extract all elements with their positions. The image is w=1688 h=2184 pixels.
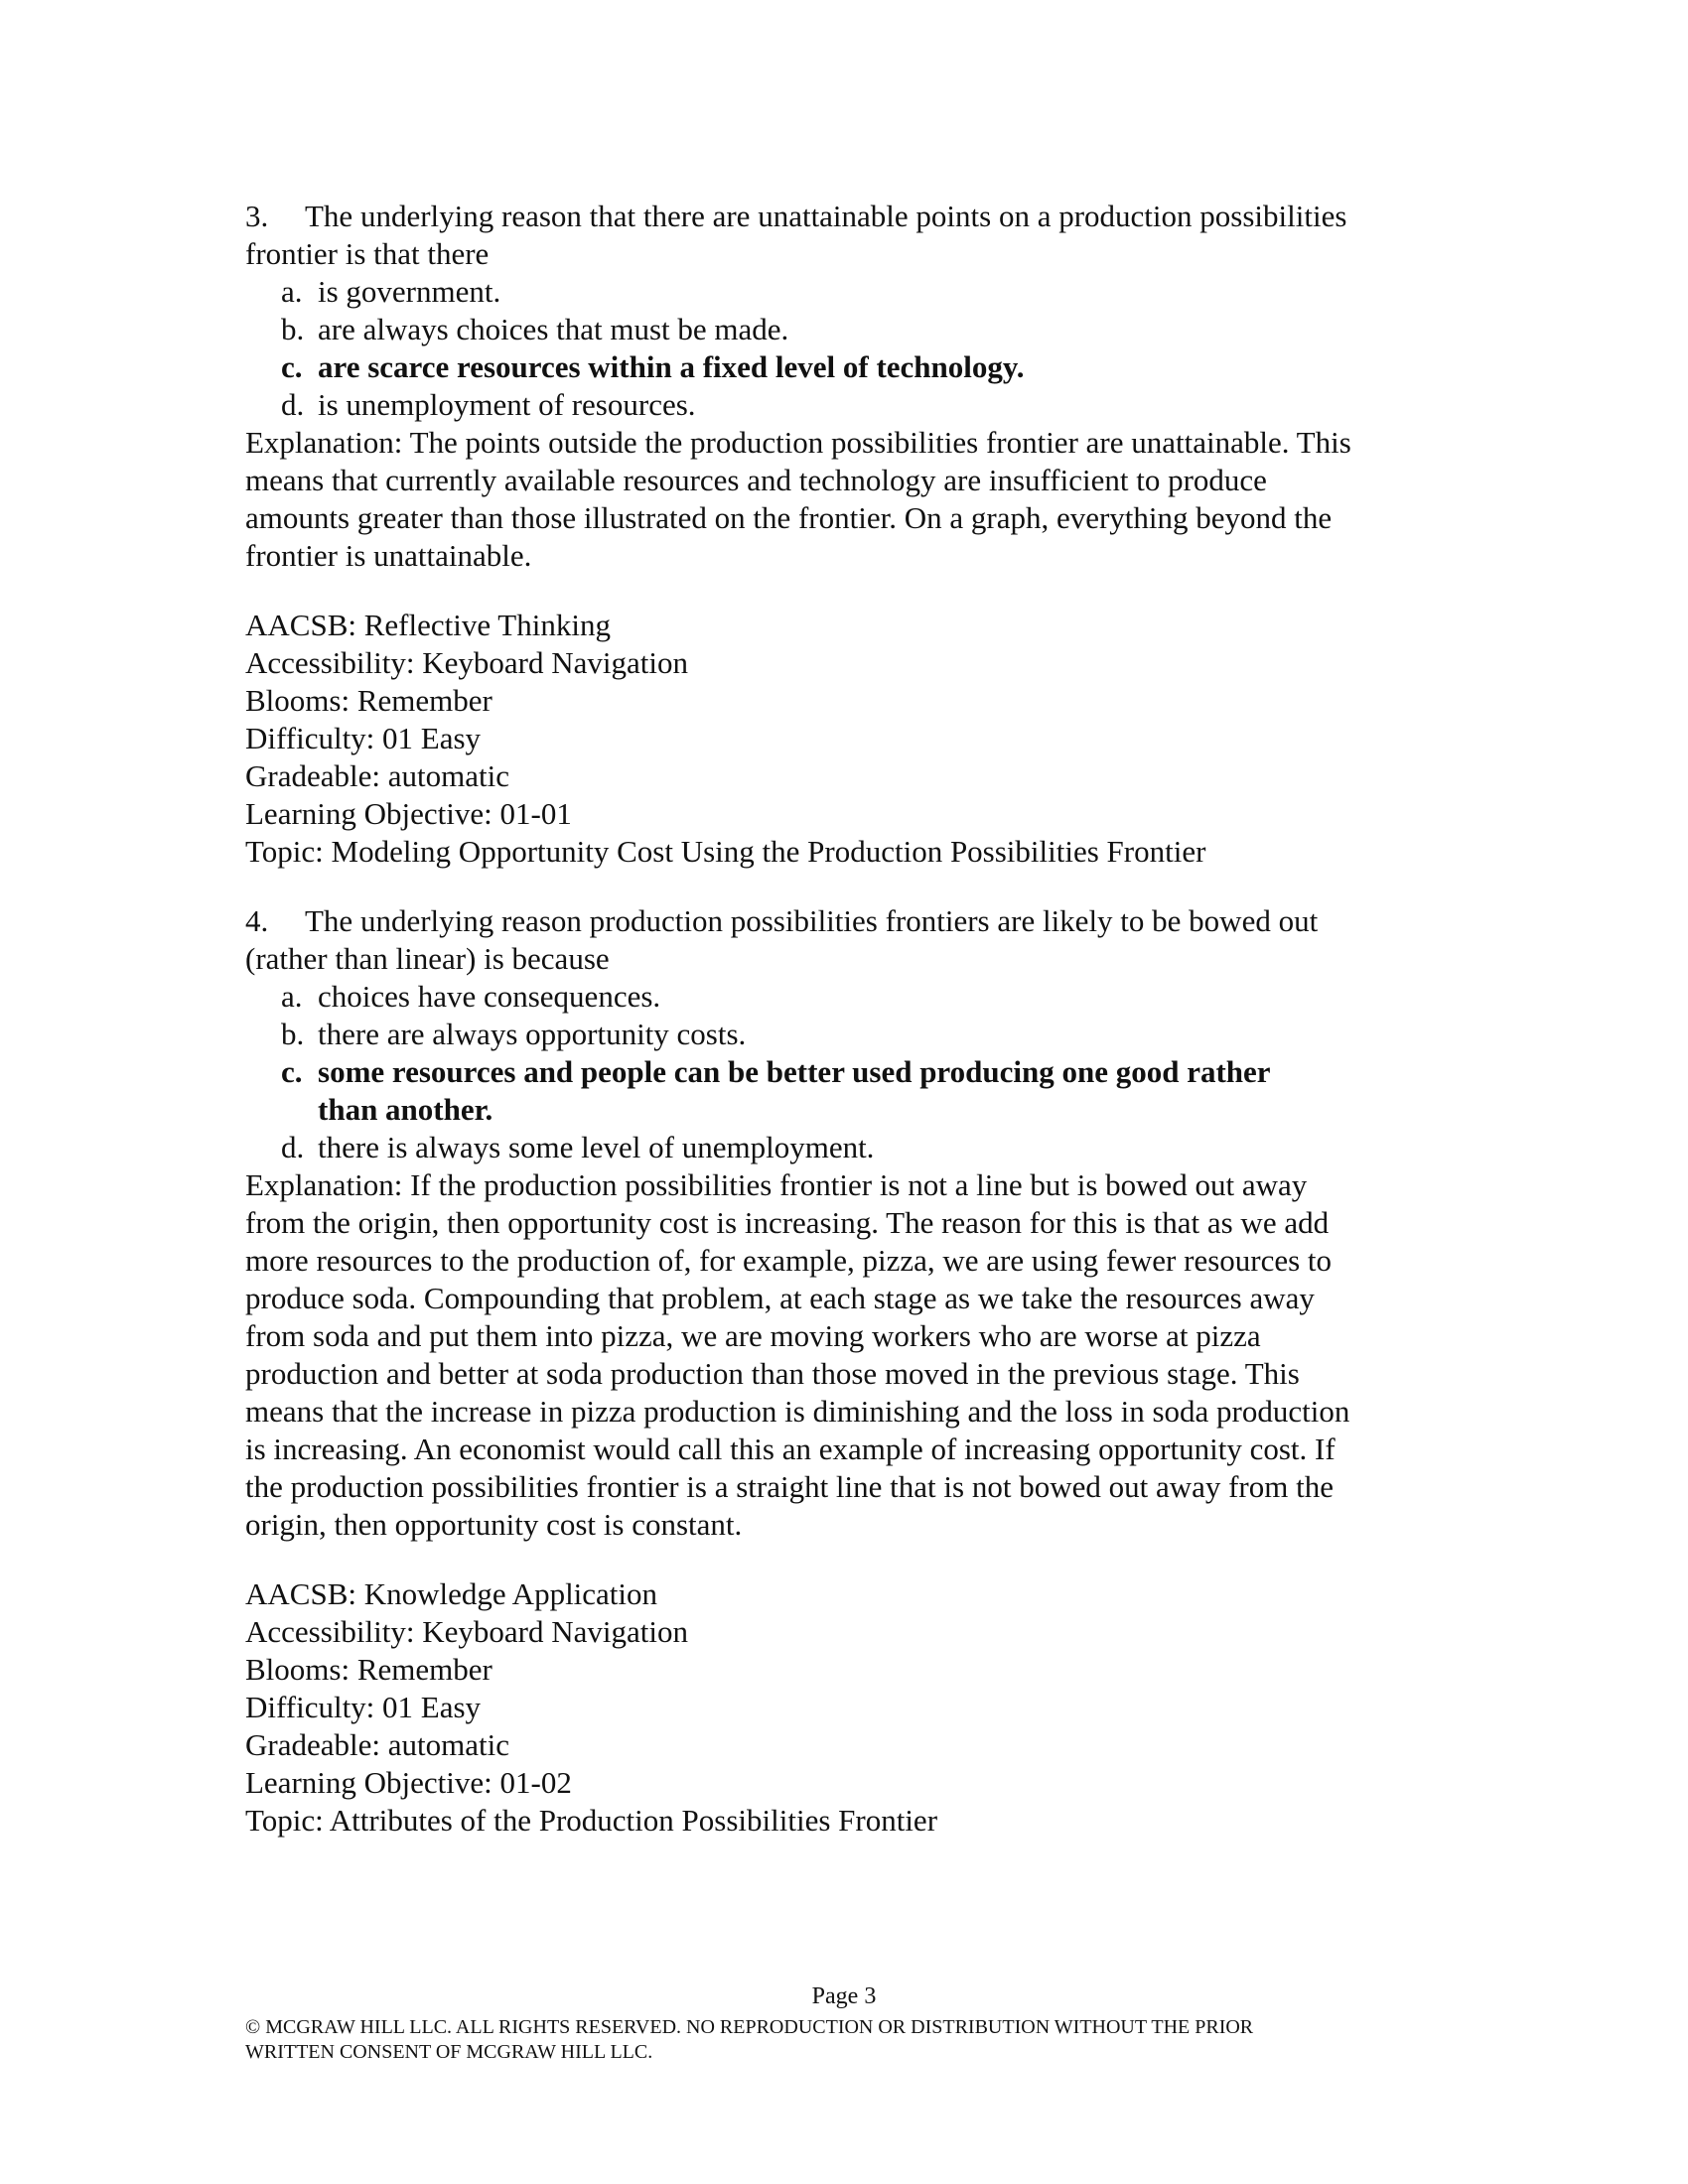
answer-option [245, 311, 1486, 348]
explanation-line: origin, then opportunity cost is constant. [245, 1507, 743, 1542]
metadata-line: Blooms: Remember [245, 1652, 492, 1687]
option-text-line: some resources and people can be better used producing one good rather [318, 1054, 1271, 1089]
question-number: 4. [245, 903, 269, 938]
explanation-line: production and better at soda production than those moved in the previous stage. This [245, 1356, 1300, 1391]
option-text-line: there are always opportunity costs. [318, 1017, 747, 1051]
question-stem-text: The underlying reason production possibilities frontiers are likely to be bowed out [305, 903, 1319, 938]
question-stem-line [245, 198, 1486, 235]
copyright-notice [245, 2015, 1486, 2065]
explanation-line: frontier is unattainable. [245, 538, 532, 573]
option-letter: a. [281, 979, 303, 1014]
metadata-line: Difficulty: 01 Easy [245, 721, 482, 755]
explanation-line: amounts greater than those illustrated on the frontier. On a graph, everything beyond the [245, 500, 1333, 535]
question-stem-line [245, 940, 1486, 978]
option-text [318, 273, 500, 311]
option-text-line: than another. [318, 1092, 493, 1127]
option-text-line: is government. [318, 274, 501, 309]
answer-option [245, 978, 1486, 1016]
metadata-line: Gradeable: automatic [245, 1727, 509, 1762]
question-block [245, 198, 1486, 871]
page-content [245, 198, 1486, 1840]
option-letter: b. [281, 1017, 305, 1051]
question-stem-line [245, 902, 1486, 940]
metadata-line: Difficulty: 01 Easy [245, 1690, 482, 1724]
metadata-line: Gradeable: automatic [245, 758, 509, 793]
copyright-line: WRITTEN CONSENT OF MCGRAW HILL LLC. [245, 2041, 653, 2063]
question-stem-text: (rather than linear) is because [245, 941, 610, 976]
option-letter: c. [281, 1054, 303, 1089]
metadata-line: Topic: Modeling Opportunity Cost Using the Production Possibilities Frontier [245, 834, 1206, 869]
explanation-line: means that currently available resources and technology are insufficient to produce [245, 463, 1267, 497]
option-text [318, 1016, 746, 1053]
metadata-line: Learning Objective: 01-01 [245, 796, 572, 831]
metadata-line: Learning Objective: 01-02 [245, 1765, 572, 1800]
option-letter: c. [281, 349, 303, 384]
page-number: Page 3 [811, 1983, 877, 2009]
metadata-line: Blooms: Remember [245, 683, 492, 718]
question-metadata [245, 607, 1486, 871]
option-text-line: are scarce resources within a fixed level of technology. [318, 349, 1025, 384]
option-text-line: there is always some level of unemployment. [318, 1130, 875, 1164]
metadata-line: Accessibility: Keyboard Navigation [245, 1614, 688, 1649]
metadata-line: Accessibility: Keyboard Navigation [245, 645, 688, 680]
option-letter: d. [281, 1130, 305, 1164]
option-letter: d. [281, 387, 305, 422]
answer-option [245, 1129, 1486, 1166]
explanation-line: produce soda. Compounding that problem, at each stage as we take the resources away [245, 1281, 1315, 1315]
option-text-line: choices have consequences. [318, 979, 661, 1014]
metadata-line: AACSB: Knowledge Application [245, 1576, 658, 1611]
metadata-line: Topic: Attributes of the Production Possibilities Frontier [245, 1803, 938, 1838]
question-stem-line [245, 235, 1486, 273]
correct-answer-option [245, 348, 1486, 386]
question-block [245, 902, 1486, 1840]
explanation-line: means that the increase in pizza production is diminishing and the loss in soda production [245, 1394, 1350, 1429]
answer-option [245, 386, 1486, 424]
explanation-line: Explanation: If the production possibilities frontier is not a line but is bowed out away [245, 1167, 1308, 1202]
answer-option [245, 1016, 1486, 1053]
option-text-line: is unemployment of resources. [318, 387, 696, 422]
option-text-line: are always choices that must be made. [318, 312, 789, 346]
correct-answer-option [245, 1053, 1486, 1129]
copyright-line: © MCGRAW HILL LLC. ALL RIGHTS RESERVED. NO REPRODUCTION OR DISTRIBUTION WITHOUT THE PRIOR [245, 2016, 1254, 2038]
option-text [318, 311, 788, 348]
option-letter: b. [281, 312, 305, 346]
explanation-line: the production possibilities frontier is a straight line that is not bowed out away from the [245, 1469, 1334, 1504]
explanation-line: is increasing. An economist would call this an example of increasing opportunity cost. If [245, 1432, 1336, 1466]
explanation-line: from soda and put them into pizza, we are moving workers who are worse at pizza [245, 1318, 1261, 1353]
explanation-line: from the origin, then opportunity cost is increasing. The reason for this is that as we add [245, 1205, 1330, 1240]
option-text [318, 978, 660, 1016]
question-stem-text: frontier is that there [245, 236, 490, 271]
option-letter: a. [281, 274, 303, 309]
explanation-line: more resources to the production of, for example, pizza, we are using fewer resources to [245, 1243, 1333, 1278]
metadata-line: AACSB: Reflective Thinking [245, 608, 611, 642]
question-number: 3. [245, 199, 269, 233]
question-metadata [245, 1575, 1486, 1840]
explanation-line: Explanation: The points outside the production possibilities frontier are unattainable. This [245, 425, 1351, 460]
option-text [318, 348, 1024, 386]
question-stem-text: The underlying reason that there are unattainable points on a production possibilities [305, 199, 1347, 233]
option-text [318, 1129, 874, 1166]
option-text [318, 1053, 1271, 1129]
option-text [318, 386, 696, 424]
answer-option [245, 273, 1486, 311]
